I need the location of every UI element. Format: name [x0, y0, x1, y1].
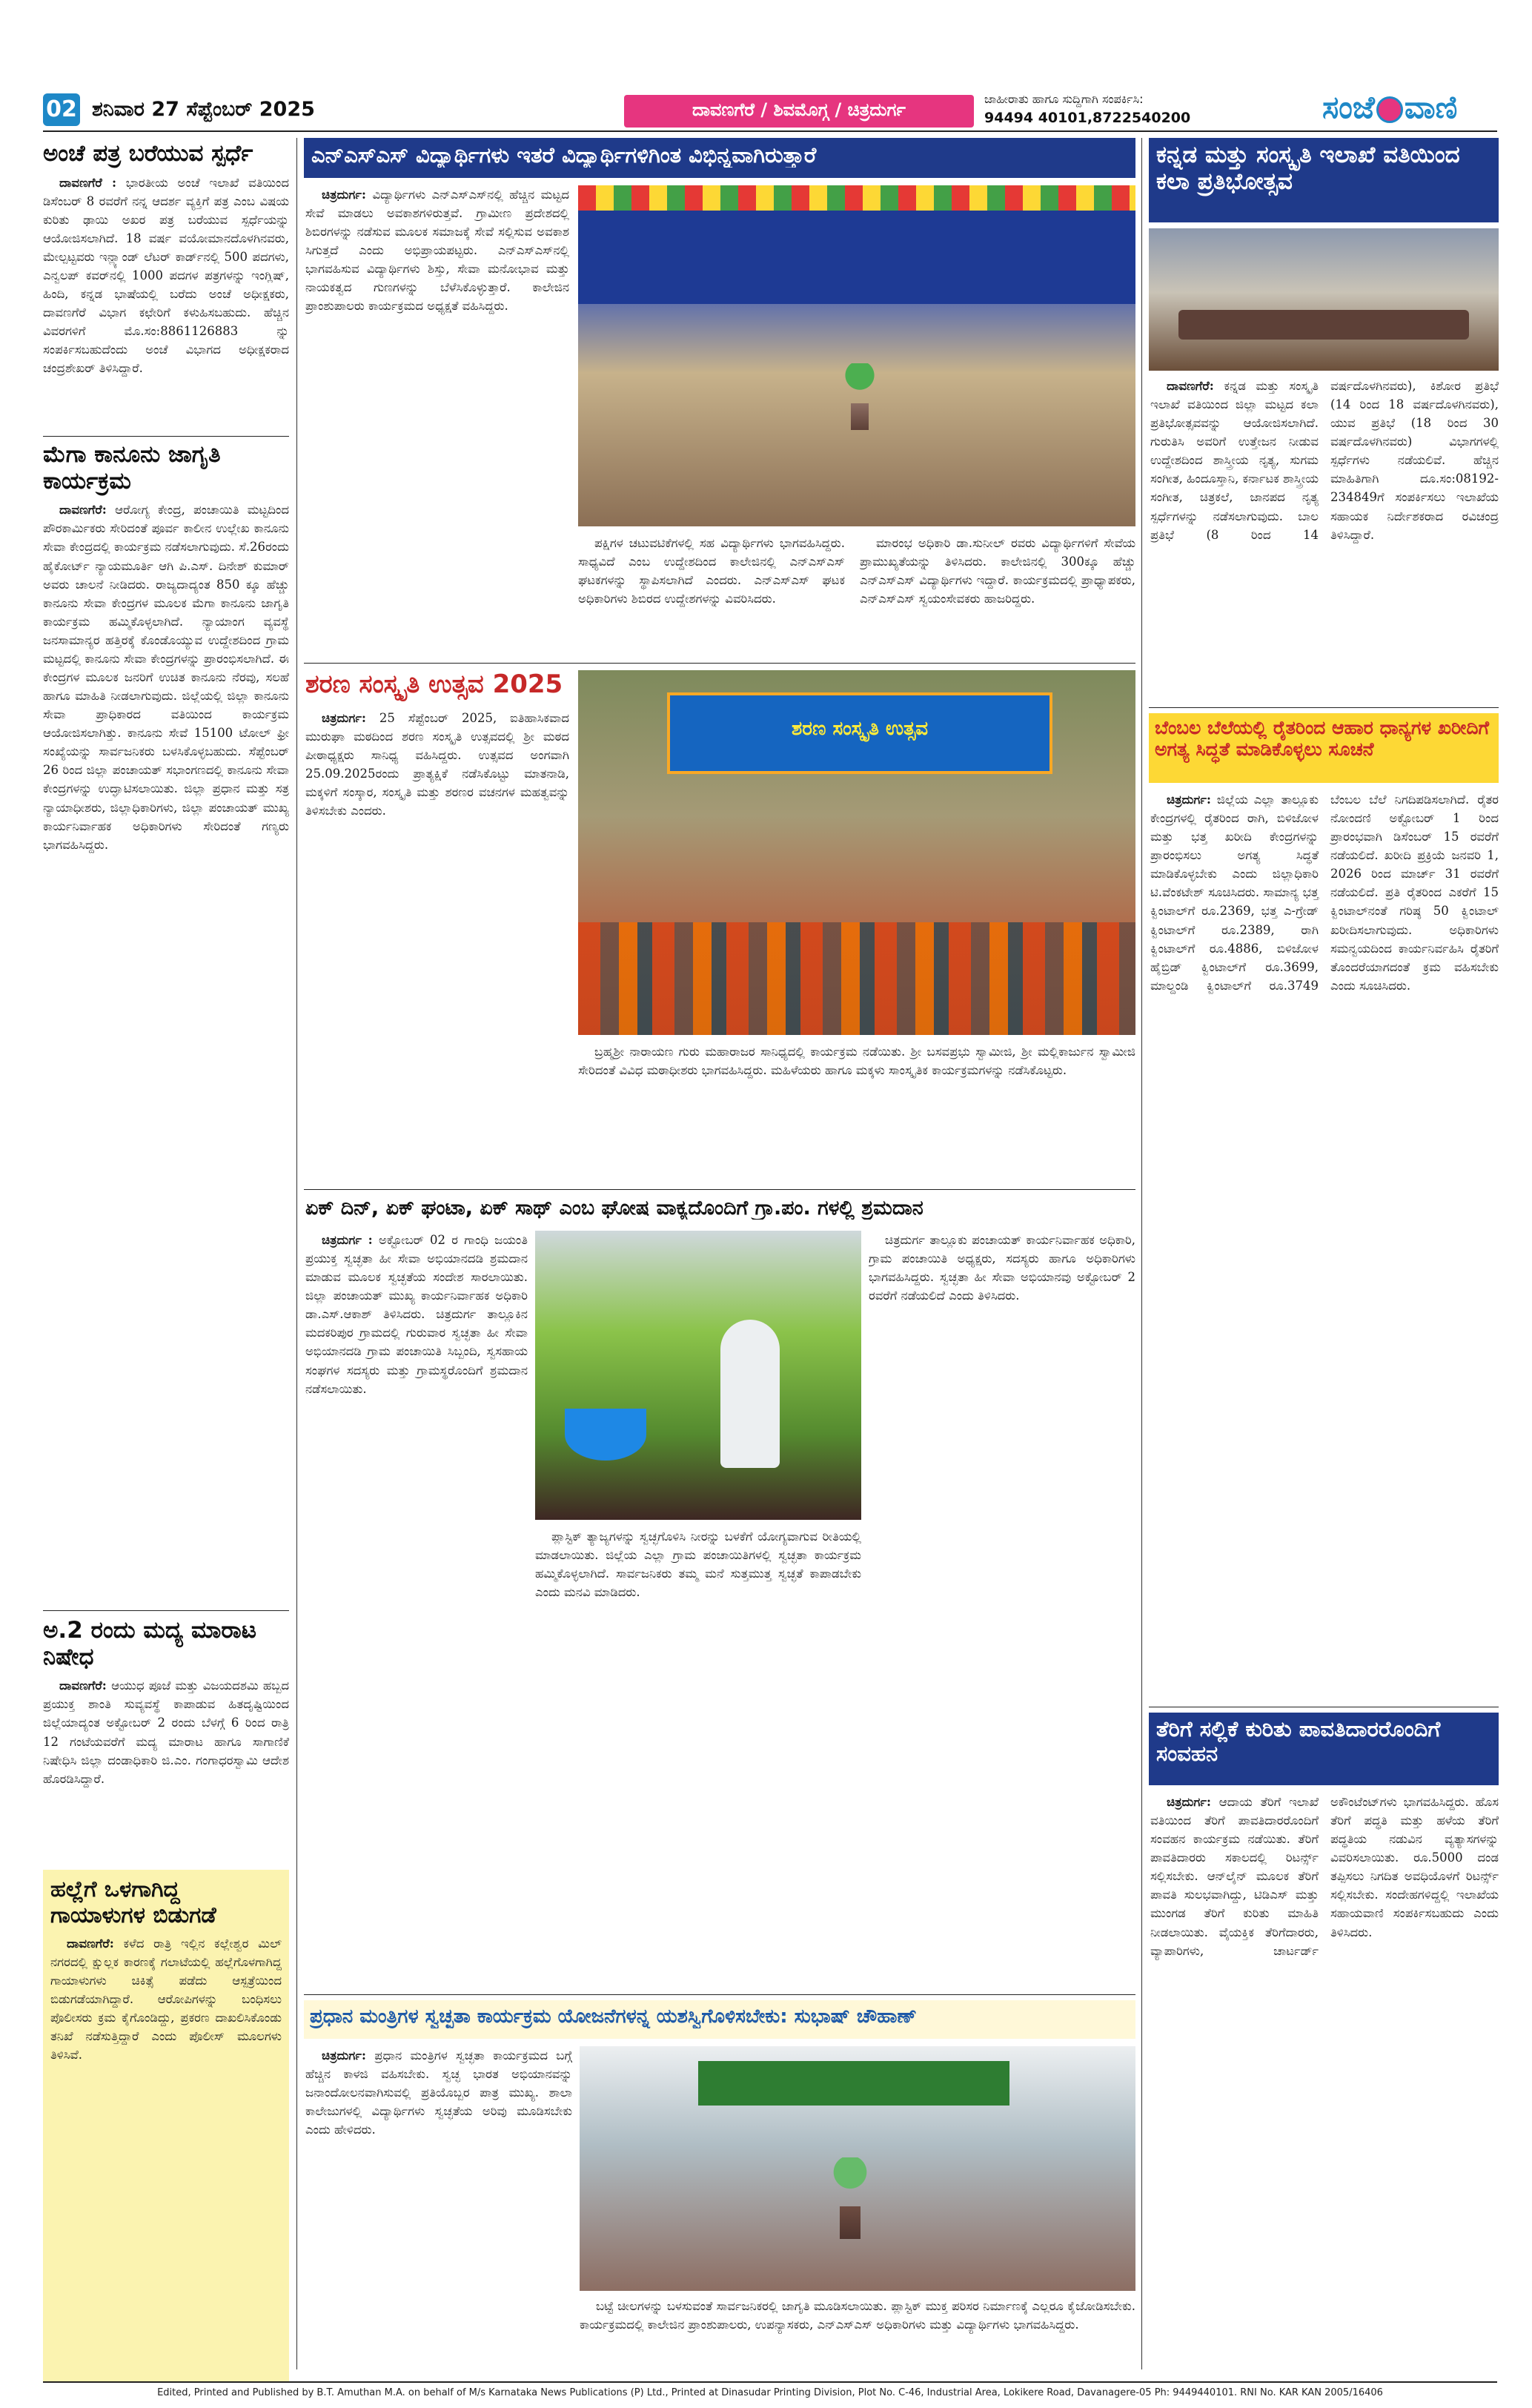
article-text: ಜಿಲ್ಲೆಯ ಎಲ್ಲಾ ತಾಲ್ಲೂಕು ಕೇಂದ್ರಗಳಲ್ಲಿ ರೈತರಿಂದ ರಾಗಿ, ಬಿಳಿಜೋಳ ಮತ್ತು ಭತ್ತ ಖರೀದಿ ಕೇಂದ್ರಗಳನ್ನು ಪ್ರಾರಂಭಿಸಲು ಅಗತ್ಯ ಸಿದ್ಧತೆ ಮಾಡಿಕೊಳ್ಳಬೇಕು ಎಂದು ಜಿಲ್ಲಾಧಿಕಾರಿ ಟಿ.ವೆಂಕಟೇಶ್ ಸೂಚಿಸಿದರು. ಸಾಮಾನ್ಯ ಭತ್ತ ಕ್ವಿಂಟಾಲ್‌ಗೆ ರೂ.2369, ಭತ್ತ ಎ-ಗ್ರೇಡ್ ಕ್ವಿಂಟಾಲ್‌ಗೆ ರೂ.2389, ರಾಗಿ ಕ್ವಿಂಟಾಲ್‌ಗೆ ರೂ.4886, ಬಿಳಿಜೋಳ ಹೈಬ್ರಿಡ್ ಕ್ವಿಂಟಾಲ್‌ಗೆ ರೂ.3699, ಮಾಲ್ದಂಡಿ ಕ್ವಿಂಟಾಲ್‌ಗೆ ರೂ.3749 ಬೆಂಬಲ ಬೆಲೆ ನಿಗದಿಪಡಿಸಲಾಗಿದೆ. ರೈತರ ನೋಂದಣಿ ಅಕ್ಟೋಬರ್ 1 ರಿಂದ ಪ್ರಾರಂಭವಾಗಿ ಡಿಸೆಂಬರ್ 15 ರವರೆಗೆ ನಡೆಯಲಿದೆ. ಖರೀದಿ ಪ್ರಕ್ರಿಯೆ ಜನವರಿ 1, 2026 ರಿಂದ ಮಾರ್ಚ್ 31 ರವರೆಗೆ ನಡೆಯಲಿದೆ. ಪ್ರತಿ ರೈತರಿಂದ ಎಕರೆಗೆ 15 ಕ್ವಿಂಟಾಲ್‌ನಂತೆ ಗರಿಷ್ಠ 50 ಕ್ವಿಂಟಾಲ್ ಖರೀದಿಸಲಾಗುವುದು. ಅಧಿಕಾರಿಗಳು ಸಮನ್ವಯದಿಂದ ಕಾರ್ಯನಿರ್ವಹಿಸಿ ರೈತರಿಗೆ ತೊಂದರೆಯಾಗದಂತೆ ಕ್ರಮ ವಹಿಸಬೇಕು ಎಂದು ಸೂಚಿಸಿದರು.	[1150, 793, 1499, 993]
article-postal-letter	[43, 141, 289, 430]
article-text: ಪ್ರಧಾನ ಮಂತ್ರಿಗಳ ಸ್ವಚ್ಛತಾ ಕಾರ್ಯಕ್ರಮದ ಬಗ್ಗೆ ಹೆಚ್ಚಿನ ಕಾಳಜಿ ವಹಿಸಬೇಕು. ಸ್ವಚ್ಛ ಭಾರತ ಅಭಿಯಾನವನ್ನು ಜನಾಂದೋಲನವಾಗಿಸುವಲ್ಲಿ ಪ್ರತಿಯೊಬ್ಬರ ಪಾತ್ರ ಮುಖ್ಯ. ಶಾಲಾ ಕಾಲೇಜುಗಳಲ್ಲಿ ವಿದ್ಯಾರ್ಥಿಗಳು ಸ್ವಚ್ಛತೆಯ ಅರಿವು ಮೂಡಿಸಬೇಕು ಎಂದು ಹೇಳಿದರು.	[305, 2048, 572, 2137]
green-banner	[698, 2061, 1009, 2106]
article-separator	[43, 1610, 289, 1611]
contact-numbers: 94494 40101,8722540200	[984, 110, 1191, 126]
article-title: ಎನ್‌ಎಸ್‌ಎಸ್ ವಿದ್ಯಾರ್ಥಿಗಳು ಇತರೆ ವಿದ್ಯಾರ್ಥಿಗಳಿಗಿಂತ ವಿಭಿನ್ನವಾಗಿರುತ್ತಾರೆ	[311, 143, 817, 168]
dateline: ಚಿತ್ರದುರ್ಗ:	[1167, 1795, 1211, 1809]
article-text: ಅಕ್ಟೋಬರ್ 02 ರ ಗಾಂಧಿ ಜಯಂತಿ ಪ್ರಯುಕ್ತ ಸ್ವಚ್ಛತಾ ಹೀ ಸೇವಾ ಅಭಿಯಾನದಡಿ ಶ್ರಮದಾನ ಮಾಡುವ ಮೂಲಕ ಸ್ವಚ್ಛತೆಯ ಸಂದೇಶ ಸಾರಲಾಯಿತು. ಜಿಲ್ಲಾ ಪಂಚಾಯತ್ ಮುಖ್ಯ ಕಾರ್ಯನಿರ್ವಾಹಕ ಅಧಿಕಾರಿ ಡಾ.ಎಸ್.ಆಕಾಶ್ ತಿಳಿಸಿದರು. ಚಿತ್ರದುರ್ಗ ತಾಲ್ಲೂಕಿನ ಮದಕರಿಪುರ ಗ್ರಾಮದಲ್ಲಿ ಗುರುವಾರ ಸ್ವಚ್ಛತಾ ಹೀ ಸೇವಾ ಅಭಿಯಾನದಡಿ ಗ್ರಾಮ ಪಂಚಾಯಿತಿ ಸಿಬ್ಬಂದಿ, ಸ್ವಸಹಾಯ ಸಂಘಗಳ ಸದಸ್ಯರು ಮತ್ತು ಗ್ರಾಮಸ್ಥರೊಂದಿಗೆ ಶ್ರಮದಾನ ನಡೆಸಲಾಯಿತು.	[305, 1233, 528, 1396]
article-text: ಪಕ್ಷಿಗಳ ಚಟುವಟಿಕೆಗಳಲ್ಲಿ ಸಹ ವಿದ್ಯಾರ್ಥಿಗಳು ಭಾಗವಹಿಸಿದ್ದರು. ಸಾಧ್ಯವಿದೆ ಎಂಬ ಉದ್ದೇಶದಿಂದ ಕಾಲೇಜಿನಲ್ಲಿ ಎನ್‌ಎಸ್‌ಎಸ್ ಘಟಕಗಳನ್ನು ಸ್ಥಾಪಿಸಲಾಗಿದೆ ಎಂದರು. ಎನ್‌ಎಸ್‌ಎಸ್ ಘಟಕ ಅಧಿಕಾರಿಗಳು ಶಿಬಿರದ ಉದ್ದೇಶಗಳನ್ನು ವಿವರಿಸಿದರು.	[578, 536, 845, 606]
article-body	[305, 185, 569, 658]
banner-text: ಶರಣ ಸಂಸ್ಕೃತಿ ಉತ್ಸವ	[791, 718, 929, 740]
article-text: ಮಾರಂಭ ಅಧಿಕಾರಿ ಡಾ.ಸುನೀಲ್ ರವರು ವಿದ್ಯಾರ್ಥಿಗಳಿಗೆ ಸೇವೆಯ ಪ್ರಾಮುಖ್ಯತೆಯನ್ನು ತಿಳಿಸಿದರು. ಕಾಲೇಜಿನಲ್ಲಿ 300ಕ್ಕೂ ಹೆಚ್ಚು ಎನ್‌ಎಸ್‌ಎಸ್ ವಿದ್ಯಾರ್ಥಿಗಳು ಇದ್ದಾರೆ. ಕಾರ್ಯಕ್ರಮದಲ್ಲಿ ಪ್ರಾಧ್ಯಾಪಕರು, ಎನ್‌ಎಸ್‌ಎಸ್ ಸ್ವಯಂಸೇವಕರು ಹಾಜರಿದ್ದರು.	[860, 536, 1135, 606]
logo-right: ವಾಣಿ	[1404, 89, 1458, 125]
article-body	[578, 534, 845, 658]
article-title: ಬೆಂಬಲ ಬೆಲೆಯಲ್ಲಿ ರೈತರಿಂದ ಆಹಾರ ಧಾನ್ಯಗಳ ಖರೀದಿಗೆ ಅಗತ್ಯ ಸಿದ್ಧತೆ ಮಾಡಿಕೊಳ್ಳಲು ಸೂಚನೆ	[1155, 717, 1490, 760]
issue-date: ಶನಿವಾರ 27 ಸೆಪ್ಟೆಂಬರ್ 2025	[92, 98, 315, 121]
logo-left: ಸಂಜೆ	[1322, 89, 1375, 125]
article-text: 25 ಸೆಪ್ಟೆಂಬರ್ 2025, ಐತಿಹಾಸಿಕವಾದ ಮುರುಘಾ ಮಠದಿಂದ ಶರಣ ಸಂಸ್ಕೃತಿ ಉತ್ಸವದಲ್ಲಿ ಶ್ರೀ ಮಠದ ಪೀಠಾಧ್ಯಕ್ಷರು ಸಾನಿಧ್ಯ ವಹಿಸಿದ್ದರು. ಉತ್ಸವದ ಅಂಗವಾಗಿ 25.09.2025ರಂದು ಪ್ರಾತ್ಯಕ್ಷಿಕೆ ನಡೆಸಿಕೊಟ್ಟು ಮಾತನಾಡಿ, ಮಕ್ಕಳಿಗೆ ಸಂಸ್ಕಾರ, ಸಂಸ್ಕೃತಿ ಮತ್ತು ಶರಣರ ವಚನಗಳ ಮಹತ್ವವನ್ನು ತಿಳಿಸಬೇಕು ಎಂದರು.	[305, 711, 569, 818]
article-title: ಮೆಗಾ ಕಾನೂನು ಜಾಗೃತಿ ಕಾರ್ಯಕ್ರಮ	[43, 441, 221, 494]
potted-plant-icon	[824, 2157, 876, 2239]
article-body	[580, 2297, 1135, 2365]
worker-figure	[720, 1320, 780, 1468]
article-body	[43, 1676, 289, 1847]
article-body	[535, 1527, 861, 1987]
dateline: ಚಿತ್ರದುರ್ಗ:	[322, 711, 366, 725]
article-title: ಅಂಚೆ ಪತ್ರ ಬರೆಯುವ ಸ್ಪರ್ಧೆ	[43, 140, 253, 167]
article-body	[305, 709, 569, 1183]
article-body	[1150, 790, 1499, 1702]
article-separator	[304, 1994, 1135, 1995]
article-title: ಹಲ್ಲೆಗೆ ಒಳಗಾಗಿದ್ದ ಗಾಯಾಳುಗಳ ಬಿಡುಗಡೆ	[50, 1876, 216, 1928]
column-divider	[296, 138, 297, 2369]
article-body	[43, 173, 289, 396]
article-text: ಆದಾಯ ತೆರಿಗೆ ಇಲಾಖೆ ವತಿಯಿಂದ ತೆರಿಗೆ ಪಾವತಿದಾರರೊಂದಿಗೆ ಸಂವಹನ ಕಾರ್ಯಕ್ರಮ ನಡೆಯಿತು. ತೆರಿಗೆ ಪಾವತಿದಾರರು ಸಕಾಲದಲ್ಲಿ ರಿಟರ್ನ್ಸ್ ಸಲ್ಲಿಸಬೇಕು. ಆನ್‌ಲೈನ್ ಮೂಲಕ ತೆರಿಗೆ ಪಾವತಿ ಸುಲಭವಾಗಿದ್ದು, ಟಿಡಿಎಸ್ ಮತ್ತು ಮುಂಗಡ ತೆರಿಗೆ ಕುರಿತು ಮಾಹಿತಿ ನೀಡಲಾಯಿತು. ವೈಯಕ್ತಿಕ ತೆರಿಗೆದಾರರು, ವ್ಯಾಪಾರಿಗಳು, ಚಾರ್ಟರ್ಡ್ ಅಕೌಂಟೆಂಟ್‌ಗಳು ಭಾಗವಹಿಸಿದ್ದರು. ಹೊಸ ತೆರಿಗೆ ಪದ್ಧತಿ ಮತ್ತು ಹಳೆಯ ತೆರಿಗೆ ಪದ್ಧತಿಯ ನಡುವಿನ ವ್ಯತ್ಯಾಸಗಳನ್ನು ವಿವರಿಸಲಾಯಿತು. ರೂ.5000 ದಂಡ ತಪ್ಪಿಸಲು ನಿಗದಿತ ಅವಧಿಯೊಳಗೆ ರಿಟರ್ನ್ಸ್ ಸಲ್ಲಿಸಬೇಕು. ಸಂದೇಹಗಳಿದ್ದಲ್ಲಿ ಇಲಾಖೆಯ ಸಹಾಯವಾಣಿ ಸಂಪರ್ಕಿಸಬಹುದು ಎಂದು ತಿಳಿಸಿದರು.	[1150, 1795, 1499, 1958]
article-body	[50, 1934, 282, 2335]
dateline: ಚಿತ್ರದುರ್ಗ :	[322, 1233, 373, 1247]
dateline: ಚಿತ್ರದುರ್ಗ:	[322, 188, 366, 202]
article-text: ಬ್ರಹ್ಮಶ್ರೀ ನಾರಾಯಣ ಗುರು ಮಹಾರಾಜರ ಸಾನಿಧ್ಯದಲ್ಲಿ ಕಾರ್ಯಕ್ರಮ ನಡೆಯಿತು. ಶ್ರೀ ಬಸವಪ್ರಭು ಸ್ವಾಮೀಜಿ, ಶ್ರೀ ಮಲ್ಲಿಕಾರ್ಜುನ ಸ್ವಾಮೀಜಿ ಸೇರಿದಂತೆ ವಿವಿಧ ಮಠಾಧೀಶರು ಭಾಗವಹಿಸಿದ್ದರು. ಮಹಿಳೆಯರು ಹಾಗೂ ಮಕ್ಕಳು ಸಾಂಸ್ಕೃತಿಕ ಕಾರ್ಯಕ್ರಮಗಳನ್ನು ನಡೆಸಿಕೊಟ್ಟರು.	[578, 1045, 1135, 1078]
article-body	[869, 1231, 1135, 1987]
article-body	[578, 1042, 1135, 1183]
seated-audience	[578, 922, 1135, 1035]
imprint-line: Edited, Printed and Published by B.T. Amuthan M.A. on behalf of M/s Karnataka News Publications (P) Ltd., Printed at Dinasudar Printing Division, Plot No. C-46, Industrial Area, Lokikere Road, Davanagere-05 Ph: 9449440101. RNI No. KAR KAN 2005/16406	[157, 2387, 1383, 2398]
article-liquor-ban	[43, 1618, 289, 1862]
conference-table	[1178, 310, 1469, 340]
article-separator	[304, 1189, 1135, 1190]
dateline: ಚಿತ್ರದುರ್ಗ:	[322, 2048, 366, 2063]
dateline: ದಾವಣಗೆರೆ:	[67, 1936, 114, 1951]
article-text: ಆರೋಗ್ಯ ಕೇಂದ್ರ, ಪಂಚಾಯಿತಿ ಮಟ್ಟದಿಂದ ಪೌರಕಾರ್ಮಿಕರು ಸೇರಿದಂತೆ ಪೂರ್ವ ಕಾಲೀನ ಉಲ್ಲೇಖ ಕಾನೂನು ಸೇವಾ ಕೇಂದ್ರದಲ್ಲಿ ಕಾರ್ಯಕ್ರಮ ನಡೆಸಲಾಗುವುದು. ಸೆ.26ರಂದು ಹೈಕೋರ್ಟ್ ನ್ಯಾಯಮೂರ್ತಿ ಆಗಿ ಪಿ.ಎಸ್. ದಿನೇಶ್ ಕುಮಾರ್ ಅವರು ಚಾಲನೆ ನೀಡಿದರು. ರಾಜ್ಯದಾದ್ಯಂತ 850 ಕ್ಕೂ ಹೆಚ್ಚು ಕಾನೂನು ಸೇವಾ ಕೇಂದ್ರಗಳ ಮೂಲಕ ಮೆಗಾ ಕಾನೂನು ಜಾಗೃತಿ ಕಾರ್ಯಕ್ರಮ ಹಮ್ಮಿಕೊಳ್ಳಲಾಗಿದೆ. ನ್ಯಾಯಾಂಗ ವ್ಯವಸ್ಥೆ ಜನಸಾಮಾನ್ಯರ ಹತ್ತಿರಕ್ಕೆ ಕೊಂಡೊಯ್ಯುವ ಉದ್ದೇಶದಿಂದ ಗ್ರಾಮ ಮಟ್ಟದಲ್ಲಿ ಕಾನೂನು ಸೇವಾ ಕೇಂದ್ರಗಳನ್ನು ಪ್ರಾರಂಭಿಸಲಾಗಿದೆ. ಈ ಕೇಂದ್ರಗಳ ಮೂಲಕ ಜನರಿಗೆ ಉಚಿತ ಕಾನೂನು ನೆರವು, ಸಲಹೆ ಹಾಗೂ ಮಾಹಿತಿ ನೀಡಲಾಗುವುದು. ಜಿಲ್ಲೆಯಲ್ಲಿ ಜಿಲ್ಲಾ ಕಾನೂನು ಸೇವಾ ಪ್ರಾಧಿಕಾರದ ವತಿಯಿಂದ ಕಾರ್ಯಕ್ರಮ ಆಯೋಜಿಸಲಾಗಿತ್ತು. ಕಾನೂನು ಸೇವೆ 15100 ಟೋಲ್ ಫ್ರೀ ಸಂಖ್ಯೆಯನ್ನು ಸಾರ್ವಜನಿಕರು ಬಳಸಿಕೊಳ್ಳಬಹುದು. ಸೆಪ್ಟೆಂಬರ್ 26 ರಿಂದ ಜಿಲ್ಲಾ ಪಂಚಾಯತ್ ಸಭಾಂಗಣದಲ್ಲಿ ಕಾನೂನು ಸೇವಾ ಕೇಂದ್ರಗಳನ್ನು ಉದ್ಘಾಟಿಸಲಾಯಿತು. ಜಿಲ್ಲಾ ಪ್ರಧಾನ ಮತ್ತು ಸತ್ರ ನ್ಯಾಯಾಧೀಶರು, ಜಿಲ್ಲಾಧಿಕಾರಿಗಳು, ಜಿಲ್ಲಾ ಪಂಚಾಯತ್ ಮುಖ್ಯ ಕಾರ್ಯನಿರ್ವಾಹಕ ಅಧಿಕಾರಿಗಳು ಸೇರಿದಂತೆ ಗಣ್ಯರು ಭಾಗವಹಿಸಿದ್ದರು.	[43, 503, 289, 852]
contact-label: ಜಾಹೀರಾತು ಹಾಗೂ ಸುದ್ದಿಗಾಗಿ ಸಂಪರ್ಕಿಸಿ:	[984, 92, 1144, 106]
bunting-decoration	[578, 185, 1135, 211]
article-body	[305, 2046, 572, 2365]
footer-rule	[43, 2381, 1497, 2383]
potted-plant-icon	[838, 363, 882, 430]
article-body	[860, 534, 1135, 658]
dateline: ದಾವಣಗೆರೆ:	[59, 503, 107, 517]
article-text: ಪ್ಲಾಸ್ಟಿಕ್ ತ್ಯಾಜ್ಯಗಳನ್ನು ಸ್ವಚ್ಛಗೊಳಿಸಿ ನೀರನ್ನು ಬಳಕೆಗೆ ಯೋಗ್ಯವಾಗುವ ರೀತಿಯಲ್ಲಿ ಮಾಡಲಾಯಿತು. ಜಿಲ್ಲೆಯ ಎಲ್ಲಾ ಗ್ರಾಮ ಪಂಚಾಯಿತಿಗಳಲ್ಲಿ ಸ್ವಚ್ಛತಾ ಕಾರ್ಯಕ್ರಮ ಹಮ್ಮಿಕೊಳ್ಳಲಾಗಿದೆ. ಸಾರ್ವಜನಿಕರು ತಮ್ಮ ಮನೆ ಸುತ್ತಮುತ್ತ ಸ್ವಚ್ಛತೆ ಕಾಪಾಡಬೇಕು ಎಂದು ಮನವಿ ಮಾಡಿದರು.	[535, 1529, 861, 1600]
article-text: ಬಟ್ಟೆ ಚೀಲಗಳನ್ನು ಬಳಸುವಂತೆ ಸಾರ್ವಜನಿಕರಲ್ಲಿ ಜಾಗೃತಿ ಮೂಡಿಸಲಾಯಿತು. ಪ್ಲಾಸ್ಟಿಕ್ ಮುಕ್ತ ಪರಿಸರ ನಿರ್ಮಾಣಕ್ಕೆ ಎಲ್ಲರೂ ಕೈಜೋಡಿಸಬೇಕು. ಕಾರ್ಯಕ್ರಮದಲ್ಲಿ ಕಾಲೇಜಿನ ಪ್ರಾಂಶುಪಾಲರು, ಉಪನ್ಯಾಸಕರು, ಎನ್‌ಎಸ್‌ಎಸ್ ಅಧಿಕಾರಿಗಳು ಮತ್ತು ವಿದ್ಯಾರ್ಥಿಗಳು ಭಾಗವಹಿಸಿದ್ದರು.	[580, 2299, 1135, 2332]
article-separator	[43, 436, 289, 437]
header-rule	[43, 130, 1497, 132]
article-text: ಆಯುಧ ಪೂಜೆ ಮತ್ತು ವಿಜಯದಶಮಿ ಹಬ್ಬದ ಪ್ರಯುಕ್ತ ಶಾಂತಿ ಸುವ್ಯವಸ್ಥೆ ಕಾಪಾಡುವ ಹಿತದೃಷ್ಟಿಯಿಂದ ಜಿಲ್ಲೆಯಾದ್ಯಂತ ಅಕ್ಟೋಬರ್ 2 ರಂದು ಬೆಳಗ್ಗೆ 6 ರಿಂದ ರಾತ್ರಿ 12 ಗಂಟೆಯವರೆಗೆ ಮದ್ಯ ಮಾರಾಟ ಹಾಗೂ ಸಾಗಾಣಿಕೆ ನಿಷೇಧಿಸಿ ಜಿಲ್ಲಾ ದಂಡಾಧಿಕಾರಿ ಜಿ.ಎಂ. ಗಂಗಾಧರಸ್ವಾಮಿ ಆದೇಶ ಹೊರಡಿಸಿದ್ದಾರೆ.	[43, 1678, 289, 1786]
masthead-logo	[1322, 89, 1500, 128]
article-title: ಪ್ರಧಾನ ಮಂತ್ರಿಗಳ ಸ್ವಚ್ಛತಾ ಕಾರ್ಯಕ್ರಮ ಯೋಜನೆಗಳನ್ನ ಯಶಸ್ವಿಗೊಳಿಸಬೇಕು: ಸುಭಾಷ್ ಚೌಹಾಣ್	[310, 2006, 917, 2028]
dateline: ದಾವಣಗೆರೆ :	[59, 175, 117, 190]
plant-handover-photo	[580, 2046, 1135, 2291]
article-text: ಕನ್ನಡ ಮತ್ತು ಸಂಸ್ಕೃತಿ ಇಲಾಖೆ ವತಿಯಿಂದ ಜಿಲ್ಲಾ ಮಟ್ಟದ ಕಲಾ ಪ್ರತಿಭೋತ್ಸವವನ್ನು ಆಯೋಜಿಸಲಾಗಿದೆ. ಗುರುತಿಸಿ ಅವರಿಗೆ ಉತ್ತೇಜನ ನೀಡುವ ಉದ್ದೇಶದಿಂದ ಶಾಸ್ತ್ರೀಯ ನೃತ್ಯ, ಸುಗಮ ಸಂಗೀತ, ಹಿಂದೂಸ್ತಾನಿ, ಕರ್ನಾಟಕ ಶಾಸ್ತ್ರೀಯ ಸಂಗೀತ, ಚಿತ್ರಕಲೆ, ಜಾನಪದ ನೃತ್ಯ ಸ್ಪರ್ಧೆಗಳನ್ನು ನಡೆಸಲಾಗುವುದು. ಬಾಲ ಪ್ರತಿಭೆ (8 ರಿಂದ 14 ವರ್ಷದೊಳಗಿನವರು), ಕಿಶೋರ ಪ್ರತಿಭೆ (14 ರಿಂದ 18 ವರ್ಷದೊಳಗಿನವರು), ಯುವ ಪ್ರತಿಭೆ (18 ರಿಂದ 30 ವರ್ಷದೊಳಗಿನವರು) ವಿಭಾಗಗಳಲ್ಲಿ ಸ್ಪರ್ಧೆಗಳು ನಡೆಯಲಿವೆ. ಹೆಚ್ಚಿನ ಮಾಹಿತಿಗಾಗಿ ದೂ.ಸಂ:08192-234849ಗೆ ಸಂಪರ್ಕಿಸಲು ಇಲಾಖೆಯ ಸಹಾಯಕ ನಿರ್ದೇಶಕರಾದ ರವಿಚಂದ್ರ ತಿಳಿಸಿದ್ದಾರೆ.	[1150, 379, 1499, 542]
page-header	[0, 0, 1532, 132]
logo-emblem-icon	[1376, 96, 1403, 123]
dateline: ದಾವಣಗೆರೆ:	[1167, 379, 1214, 393]
article-injured-released	[43, 1870, 289, 2381]
article-text: ವಿದ್ಯಾರ್ಥಿಗಳು ಎನ್‌ಎಸ್‌ಎಸ್‌ನಲ್ಲಿ ಹೆಚ್ಚಿನ ಮಟ್ಟದ ಸೇವೆ ಮಾಡಲು ಅವಕಾಶಗಳಿರುತ್ತವೆ. ಗ್ರಾಮೀಣ ಪ್ರದೇಶದಲ್ಲಿ ಶಿಬಿರಗಳನ್ನು ನಡೆಸುವ ಮೂಲಕ ಸಮಾಜಕ್ಕೆ ಸೇವೆ ಸಲ್ಲಿಸುವ ಅವಕಾಶ ಸಿಗುತ್ತದೆ ಎಂದು ಅಭಿಪ್ರಾಯಪಟ್ಟರು. ಎನ್‌ಎಸ್‌ಎಸ್‌ನಲ್ಲಿ ಭಾಗವಹಿಸುವ ವಿದ್ಯಾರ್ಥಿಗಳು ಶಿಸ್ತು, ಸೇವಾ ಮನೋಭಾವ ಮತ್ತು ನಾಯಕತ್ವದ ಗುಣಗಳನ್ನು ಬೆಳೆಸಿಕೊಳ್ಳುತ್ತಾರೆ. ಕಾಲೇಜಿನ ಪ್ರಾಂಶುಪಾಲರು ಕಾರ್ಯಕ್ರಮದ ಅಧ್ಯಕ್ಷತೆ ವಹಿಸಿದ್ದರು.	[305, 188, 569, 314]
meeting-photo	[1149, 228, 1499, 371]
article-body	[305, 1231, 528, 1987]
region-label: ದಾವಣಗೆರೆ / ಶಿವಮೊಗ್ಗ / ಚಿತ್ರದುರ್ಗ	[692, 99, 906, 120]
article-body	[43, 500, 289, 1590]
blue-tub-icon	[565, 1409, 646, 1461]
nss-event-photo	[578, 185, 1135, 526]
page-number: 02	[46, 96, 77, 122]
article-separator	[1149, 707, 1499, 708]
article-title: ಕನ್ನಡ ಮತ್ತು ಸಂಸ್ಕೃತಿ ಇಲಾಖೆ ವತಿಯಿಂದ ಕಲಾ ಪ್ರತಿಭೋತ್ಸವ	[1156, 142, 1460, 195]
article-title: ಶರಣ ಸಂಸ್ಕೃತಿ ಉತ್ಸವ 2025	[305, 669, 563, 699]
article-title: ತೆರಿಗೆ ಸಲ್ಲಿಕೆ ಕುರಿತು ಪಾವತಿದಾರರೊಂದಿಗೆ ಸಂವಹನ	[1156, 1716, 1441, 1767]
article-text: ಭಾರತೀಯ ಅಂಚೆ ಇಲಾಖೆ ವತಿಯಿಂದ ಡಿಸೆಂಬರ್ 8 ರವರೆಗೆ ನನ್ನ ಆದರ್ಶ ವ್ಯಕ್ತಿಗೆ ಪತ್ರ ಎಂಬ ವಿಷಯ ಕುರಿತು ಢಾಯಿ ಅಖರ ಪತ್ರ ಬರೆಯುವ ಸ್ಪರ್ಧೆಯನ್ನು ಆಯೋಜಿಸಲಾಗಿದೆ. 18 ವರ್ಷ ವಯೋಮಾನದೊಳಗಿನವರು, ಮೇಲ್ಪಟ್ಟವರು ಇನ್ಲ್ಯಾಂಡ್ ಲೆಟರ್ ಕಾರ್ಡ್‌ನಲ್ಲಿ 500 ಪದಗಳು, ಎನ್ವಲಪ್ ಕವರ್‌ನಲ್ಲಿ 1000 ಪದಗಳ ಪತ್ರಗಳನ್ನು ಇಂಗ್ಲಿಷ್, ಹಿಂದಿ, ಕನ್ನಡ ಭಾಷೆಯಲ್ಲಿ ಬರೆದು ಅಂಚೆ ಅಧೀಕ್ಷಕರು, ದಾವಣಗೆರೆ ವಿಭಾಗ ಕಛೇರಿಗೆ ಕಳುಹಿಸಬಹುದು. ಹೆಚ್ಚಿನ ವಿವರಗಳಿಗೆ ಮೊ.ಸಂ:8861126883 ನ್ನು ಸಂಪರ್ಕಿಸಬಹುದೆಂದು ಅಂಚೆ ವಿಭಾಗದ ಅಧೀಕ್ಷಕರಾದ ಚಂದ್ರಶೇಖರ್ ತಿಳಿಸಿದ್ದಾರೆ.	[43, 175, 289, 376]
article-title: ಅ.2 ರಂದು ಮದ್ಯ ಮಾರಾಟ ನಿಷೇಧ	[43, 1617, 256, 1670]
shramadaan-photo	[535, 1231, 861, 1520]
dateline: ದಾವಣಗೆರೆ:	[59, 1678, 107, 1693]
festival-photo	[578, 670, 1135, 1035]
article-text: ಕಳೆದ ರಾತ್ರಿ ಇಲ್ಲಿನ ಕಲ್ಲೇಶ್ವರ ಮಿಲ್ ನಗರದಲ್ಲಿ ಕ್ಷುಲ್ಲಕ ಕಾರಣಕ್ಕೆ ಗಲಾಟೆಯಲ್ಲಿ ಹಲ್ಲೆಗೊಳಗಾಗಿದ್ದ ಗಾಯಾಳುಗಳು ಚಿಕಿತ್ಸೆ ಪಡೆದು ಆಸ್ಪತ್ರೆಯಿಂದ ಬಿಡುಗಡೆಯಾಗಿದ್ದಾರೆ. ಆರೋಪಿಗಳನ್ನು ಬಂಧಿಸಲು ಪೊಲೀಸರು ಕ್ರಮ ಕೈಗೊಂಡಿದ್ದು, ಪ್ರಕರಣ ದಾಖಲಿಸಿಕೊಂಡು ತನಿಖೆ ನಡೆಸುತ್ತಿದ್ದಾರೆ ಎಂದು ಪೊಲೀಸ್ ಮೂಲಗಳು ತಿಳಿಸಿವೆ.	[50, 1936, 282, 2063]
article-body	[1150, 1793, 1499, 2371]
article-title: ಏಕ್ ದಿನ್, ಏಕ್ ಘಂಟಾ, ಏಕ್ ಸಾಥ್ ಎಂಬ ಘೋಷ ವಾಕ್ಯದೊಂದಿಗೆ ಗ್ರಾ.ಪಂ. ಗಳಲ್ಲಿ ಶ್ರಮದಾನ	[305, 1197, 923, 1220]
column-divider	[1141, 138, 1142, 2369]
article-separator	[304, 663, 1135, 664]
article-text: ಚಿತ್ರದುರ್ಗ ತಾಲ್ಲೂಕು ಪಂಚಾಯತ್ ಕಾರ್ಯನಿರ್ವಾಹಕ ಅಧಿಕಾರಿ, ಗ್ರಾಮ ಪಂಚಾಯಿತಿ ಅಧ್ಯಕ್ಷರು, ಸದಸ್ಯರು ಹಾಗೂ ಅಧಿಕಾರಿಗಳು ಭಾಗವಹಿಸಿದ್ದರು. ಸ್ವಚ್ಛತಾ ಹೀ ಸೇವಾ ಅಭಿಯಾನವು ಅಕ್ಟೋಬರ್ 2 ರವರೆಗೆ ನಡೆಯಲಿದೆ ಎಂದು ತಿಳಿಸಿದರು.	[869, 1233, 1135, 1303]
dateline: ಚಿತ್ರದುರ್ಗ:	[1167, 793, 1211, 807]
article-body	[1150, 377, 1499, 703]
article-legal-awareness	[43, 442, 289, 1606]
